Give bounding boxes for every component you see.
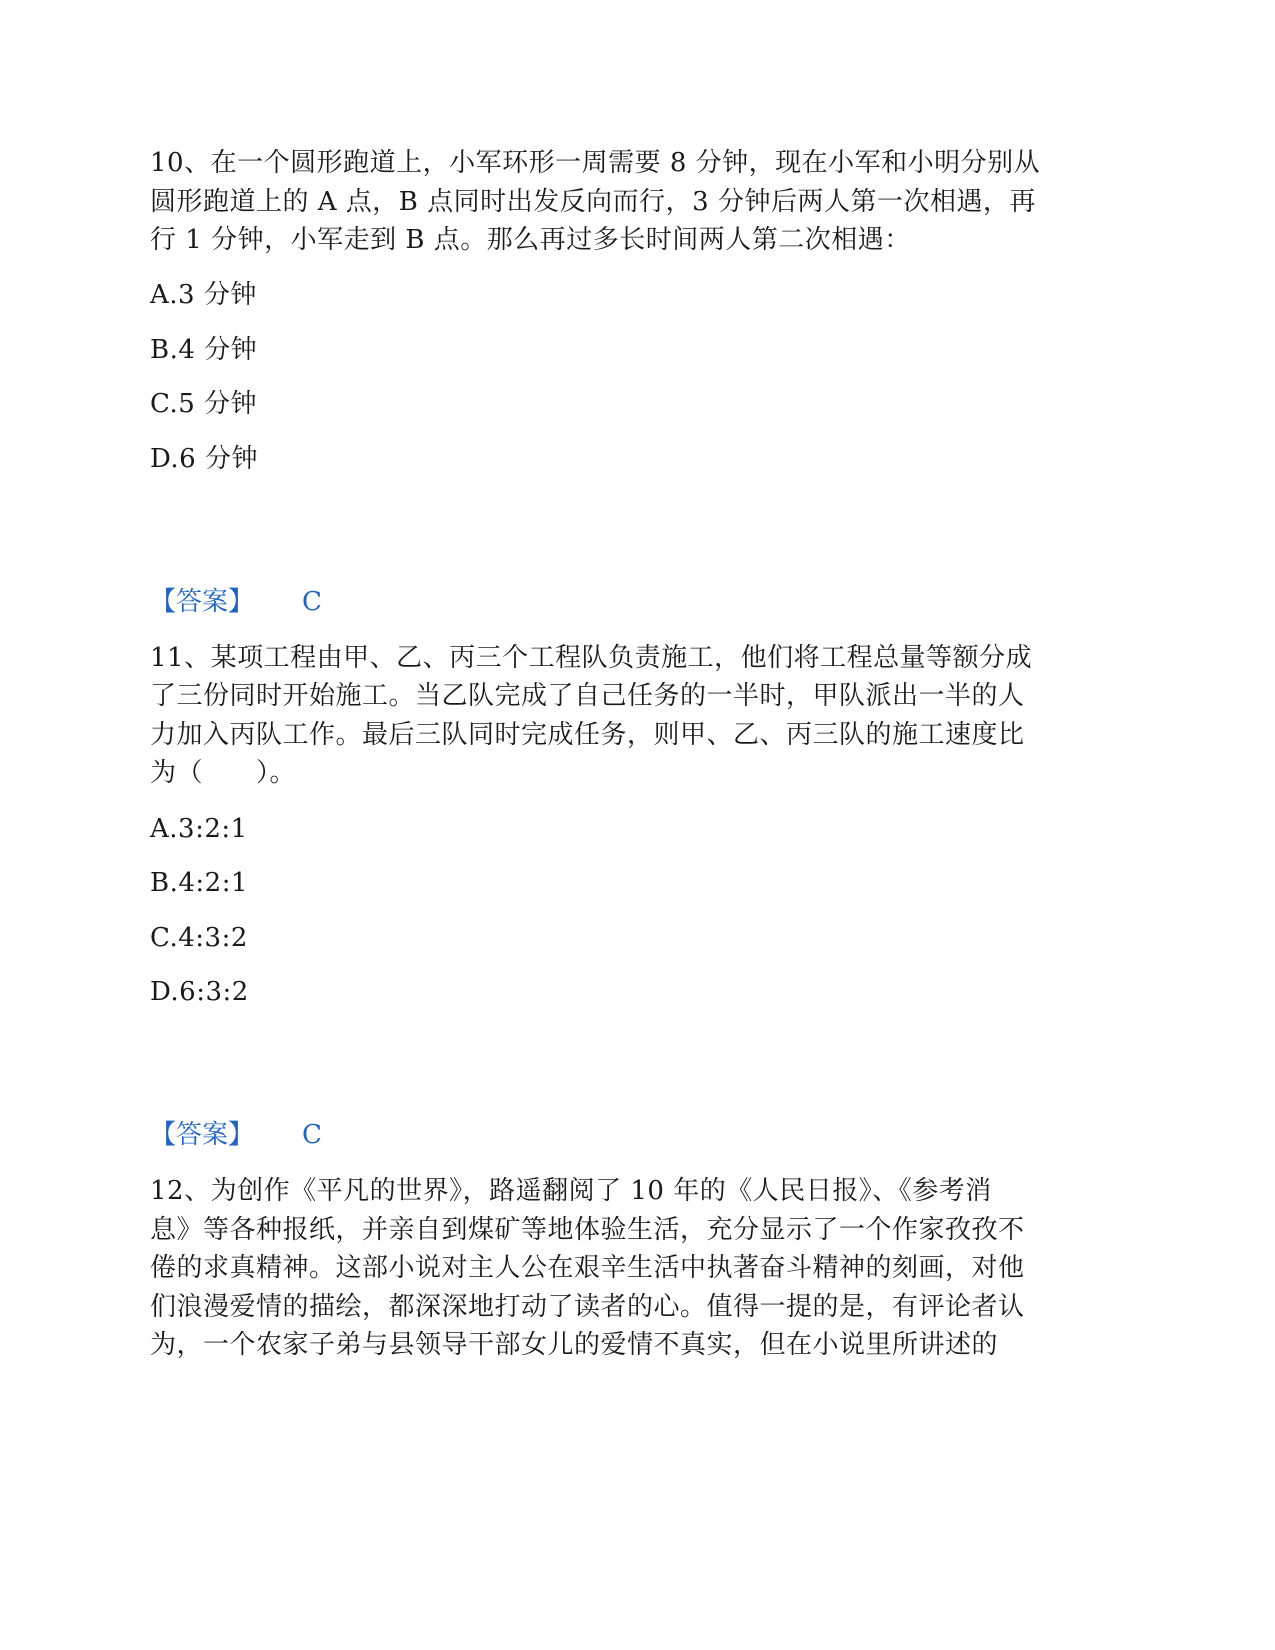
q11-stem-line-3: 力加入丙队工作。最后三队同时完成任务，则甲、乙、丙三队的施工速度比 (150, 720, 1025, 750)
q11-stem-line-2: 了三份同时开始施工。当乙队完成了自己任务的一半时，甲队派出一半的人 (150, 681, 1025, 711)
q11-answer-label: 【答案】 (150, 1120, 255, 1150)
q10-answer-value: C (302, 587, 322, 617)
q11-option-d: D.6:3:2 (150, 977, 249, 1007)
q10-option-c: C.5 分钟 (150, 389, 258, 419)
q10-stem-line-1: 10、在一个圆形跑道上，小军环形一周需要 8 分钟，现在小军和小明分别从 (150, 148, 1041, 178)
q10-option-d: D.6 分钟 (150, 444, 258, 474)
q12-stem-line-2: 息》等各种报纸，并亲自到煤矿等地体验生活，充分显示了一个作家孜孜不 (150, 1215, 1025, 1245)
q12-stem-line-5: 为，一个农家子弟与县领导干部女儿的爱情不真实，但在小说里所讲述的 (150, 1330, 999, 1360)
q11-option-b: B.4:2:1 (150, 868, 249, 898)
q10-option-a: A.3 分钟 (150, 280, 257, 310)
q12-stem-line-1: 12、为创作《平凡的世界》，路遥翻阅了 10 年的《人民日报》、《参考消 (150, 1176, 992, 1206)
q11-stem-line-1: 11、某项工程由甲、乙、丙三个工程队负责施工，他们将工程总量等额分成 (150, 643, 1033, 673)
q11-answer (150, 1115, 322, 1155)
q10-stem-line-3: 行 1 分钟，小军走到 B 点。那么再过多长时间两人第二次相遇： (150, 225, 911, 255)
q12-stem-line-3: 倦的求真精神。这部小说对主人公在艰辛生活中执著奋斗精神的刻画，对他 (150, 1253, 1025, 1283)
q11-option-a: A.3:2:1 (150, 814, 248, 844)
q10-stem-line-2: 圆形跑道上的 A 点，B 点同时出发反向而行，3 分钟后两人第一次相遇，再 (150, 187, 1036, 217)
q10-option-b: B.4 分钟 (150, 335, 258, 365)
q11-stem-line-4: 为（ ）。 (150, 758, 297, 788)
q10-answer (150, 582, 322, 622)
q11-answer-value: C (302, 1120, 322, 1150)
q10-answer-label: 【答案】 (150, 587, 255, 617)
q11-option-c: C.4:3:2 (150, 923, 248, 953)
q12-stem-line-4: 们浪漫爱情的描绘，都深深地打动了读者的心。值得一提的是，有评论者认 (150, 1292, 1025, 1322)
